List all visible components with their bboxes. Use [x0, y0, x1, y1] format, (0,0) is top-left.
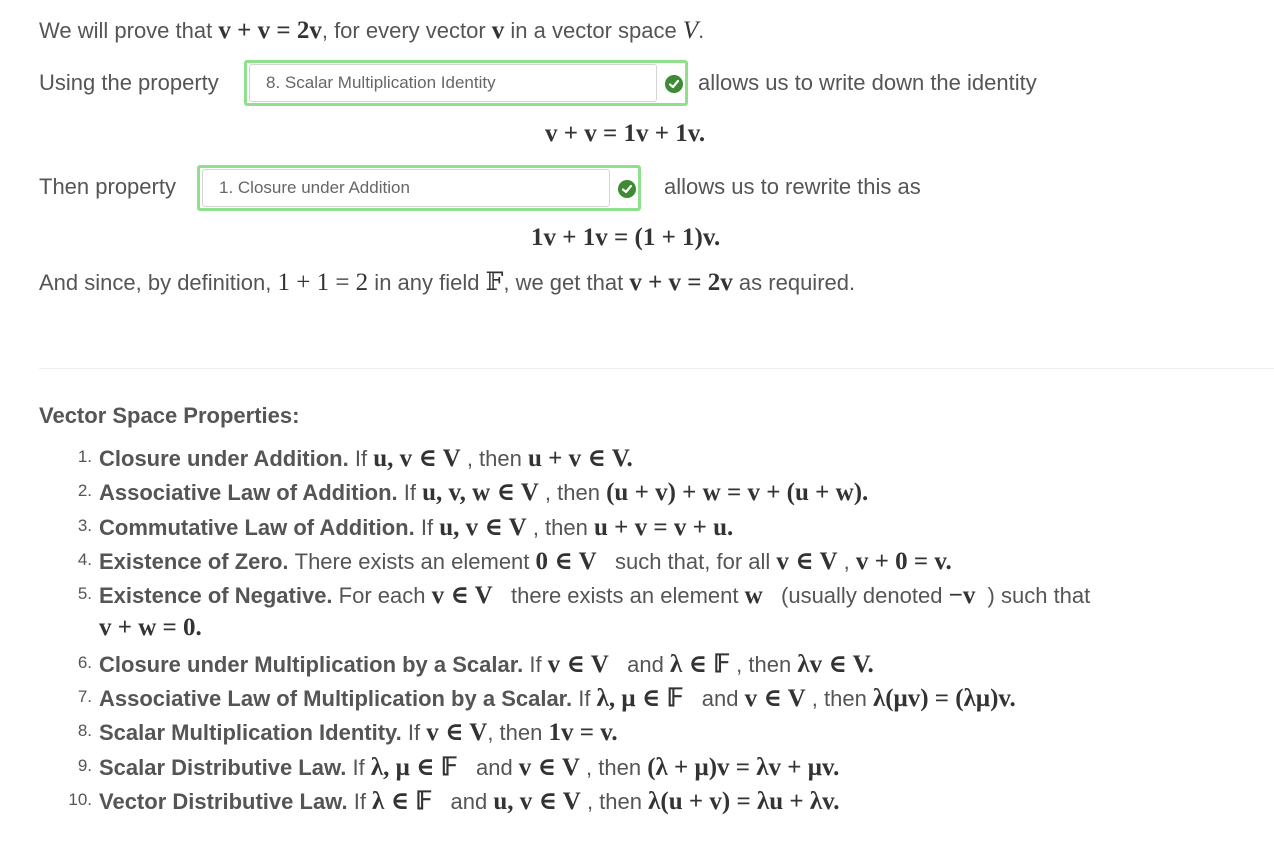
property-body — [99, 649, 874, 679]
property-number: 7. — [77, 687, 92, 706]
property-body — [99, 546, 952, 576]
property-text: If — [354, 446, 374, 471]
property-text: If — [420, 515, 440, 540]
property-body — [99, 717, 618, 747]
property-math: λ, μ ∈ 𝔽 — [370, 754, 458, 781]
intro-line — [39, 17, 704, 45]
property-math: u, v, w ∈ V — [422, 479, 539, 506]
property-math: u, v ∈ V — [373, 445, 461, 472]
property-text: , then — [579, 755, 648, 780]
property-math: u + v = v + u. — [594, 514, 734, 541]
property-math: v ∈ V — [547, 651, 609, 678]
intro-text-mid: , for every vector — [321, 18, 492, 43]
intro-text-post: in a vector space — [504, 18, 683, 43]
property-name: Associative Law of Addition. — [99, 480, 404, 505]
intro-text: We will prove that — [39, 18, 219, 43]
property-dropbox-2[interactable] — [197, 165, 641, 211]
property-math: λ(μv) = (λμ)v. — [872, 685, 1016, 712]
property-math: v ∈ V — [744, 685, 806, 712]
property-text: , — [837, 549, 856, 574]
conclusion-eq1: 1 + 1 = 2 — [277, 269, 369, 296]
property-text: There exists an element — [294, 549, 536, 574]
property-text: If — [353, 789, 373, 814]
property-name: Closure under Addition. — [99, 446, 355, 471]
property-number: 3. — [77, 516, 92, 535]
property-number: 2. — [77, 481, 92, 500]
step2-label: Then property — [39, 174, 176, 199]
property-math: λ(u + v) = λu + λv. — [648, 788, 840, 815]
section-divider — [39, 368, 1274, 369]
conclusion-post: as required. — [732, 270, 856, 295]
property-text: (usually denoted — [762, 583, 949, 608]
property-text: If — [578, 686, 597, 711]
property-number: 9. — [77, 756, 92, 775]
step2-equation: 1v + 1v = (1 + 1)v. — [531, 224, 721, 251]
dropbox-1-value: 8. Scalar Multiplication Identity — [249, 64, 657, 102]
property-body — [99, 683, 1016, 713]
property-math: u + v ∈ V. — [528, 445, 633, 472]
property-text: , then — [805, 686, 873, 711]
conclusion-mid: in any field — [368, 270, 486, 295]
step1-equation: v + v = 1v + 1v. — [545, 120, 706, 147]
property-body — [99, 752, 839, 782]
property-text: If — [407, 720, 427, 745]
property-body — [99, 786, 840, 816]
property-text: If — [352, 755, 371, 780]
property-text: there exists an element — [492, 583, 745, 608]
property-name: Existence of Zero. — [99, 549, 295, 574]
property-math: (λ + μ)v = λv + μv. — [647, 754, 840, 781]
property-name: Vector Distributive Law. — [99, 789, 354, 814]
property-body — [99, 580, 1090, 610]
property-body — [99, 443, 633, 473]
property-number: 10. — [68, 790, 92, 809]
property-math: u, v ∈ V — [439, 514, 527, 541]
property-name: Associative Law of Multiplication by a Scalar. — [99, 686, 579, 711]
intro-equation: v + v = 2v — [218, 17, 322, 44]
property-text: If — [529, 652, 548, 677]
property-math: λv ∈ V. — [797, 651, 874, 678]
check-icon — [618, 180, 636, 198]
property-text: ) such that — [975, 583, 1091, 608]
property-name: Closure under Multiplication by a Scalar. — [99, 652, 530, 677]
property-text: , then — [526, 515, 594, 540]
property-name: Scalar Distributive Law. — [99, 755, 353, 780]
intro-space: V — [682, 17, 699, 44]
step2-post: allows us to rewrite this as — [664, 174, 921, 199]
property-math: (u + v) + w = v + (u + w). — [606, 479, 869, 506]
property-math: −v — [948, 582, 976, 609]
check-icon — [665, 75, 683, 93]
property-math: v ∈ V — [776, 548, 838, 575]
property-text: , then — [538, 480, 607, 505]
property-text: and — [608, 652, 670, 677]
property-text: , then — [460, 446, 528, 471]
property-dropbox-1[interactable] — [244, 60, 688, 106]
property-name: Commutative Law of Addition. — [99, 515, 421, 540]
property-text: If — [403, 480, 423, 505]
property-body — [99, 512, 733, 542]
property-math: v ∈ V — [518, 754, 580, 781]
property-text: and — [683, 686, 745, 711]
property-name: Existence of Negative. — [99, 583, 339, 608]
property-number: 6. — [77, 653, 92, 672]
step1-post: allows us to write down the identity — [698, 70, 1037, 95]
property-text: For each — [338, 583, 432, 608]
conclusion-eq2: v + v = 2v — [629, 269, 733, 296]
conclusion-mid2: , we get that — [503, 270, 630, 295]
property-number: 5. — [77, 584, 92, 603]
property-text: , then — [580, 789, 649, 814]
property-math: 1v = v. — [548, 719, 618, 746]
property-math: λ, μ ∈ 𝔽 — [596, 685, 684, 712]
property-math: v ∈ V — [426, 719, 488, 746]
property-name: Scalar Multiplication Identity. — [99, 720, 408, 745]
property-text: , then — [730, 652, 798, 677]
step1-label: Using the property — [39, 70, 219, 95]
property-math: λ ∈ 𝔽 — [372, 788, 433, 815]
property-math: w — [744, 582, 763, 609]
property-body — [99, 614, 202, 642]
property-number: 4. — [77, 550, 92, 569]
property-body — [99, 477, 868, 507]
property-text: and — [432, 789, 494, 814]
property-math: v ∈ V — [431, 582, 493, 609]
property-number: 1. — [77, 447, 92, 466]
property-math: λ ∈ 𝔽 — [669, 651, 731, 678]
dropbox-2-value: 1. Closure under Addition — [202, 169, 610, 207]
property-math: u, v ∈ V — [493, 788, 581, 815]
property-text: , then — [487, 720, 549, 745]
field-symbol: 𝔽 — [485, 269, 504, 296]
property-math: v + 0 = v. — [855, 548, 952, 575]
intro-period: . — [698, 18, 705, 43]
property-math: v + w = 0. — [99, 614, 202, 641]
property-number: 8. — [77, 721, 92, 740]
property-text: such that, for all — [596, 549, 777, 574]
conclusion-pre: And since, by definition, — [39, 270, 278, 295]
conclusion-line — [39, 267, 855, 297]
property-text: and — [457, 755, 519, 780]
intro-vector: v — [491, 17, 505, 44]
properties-title: Vector Space Properties: — [39, 403, 300, 428]
property-math: 0 ∈ V — [535, 548, 597, 575]
